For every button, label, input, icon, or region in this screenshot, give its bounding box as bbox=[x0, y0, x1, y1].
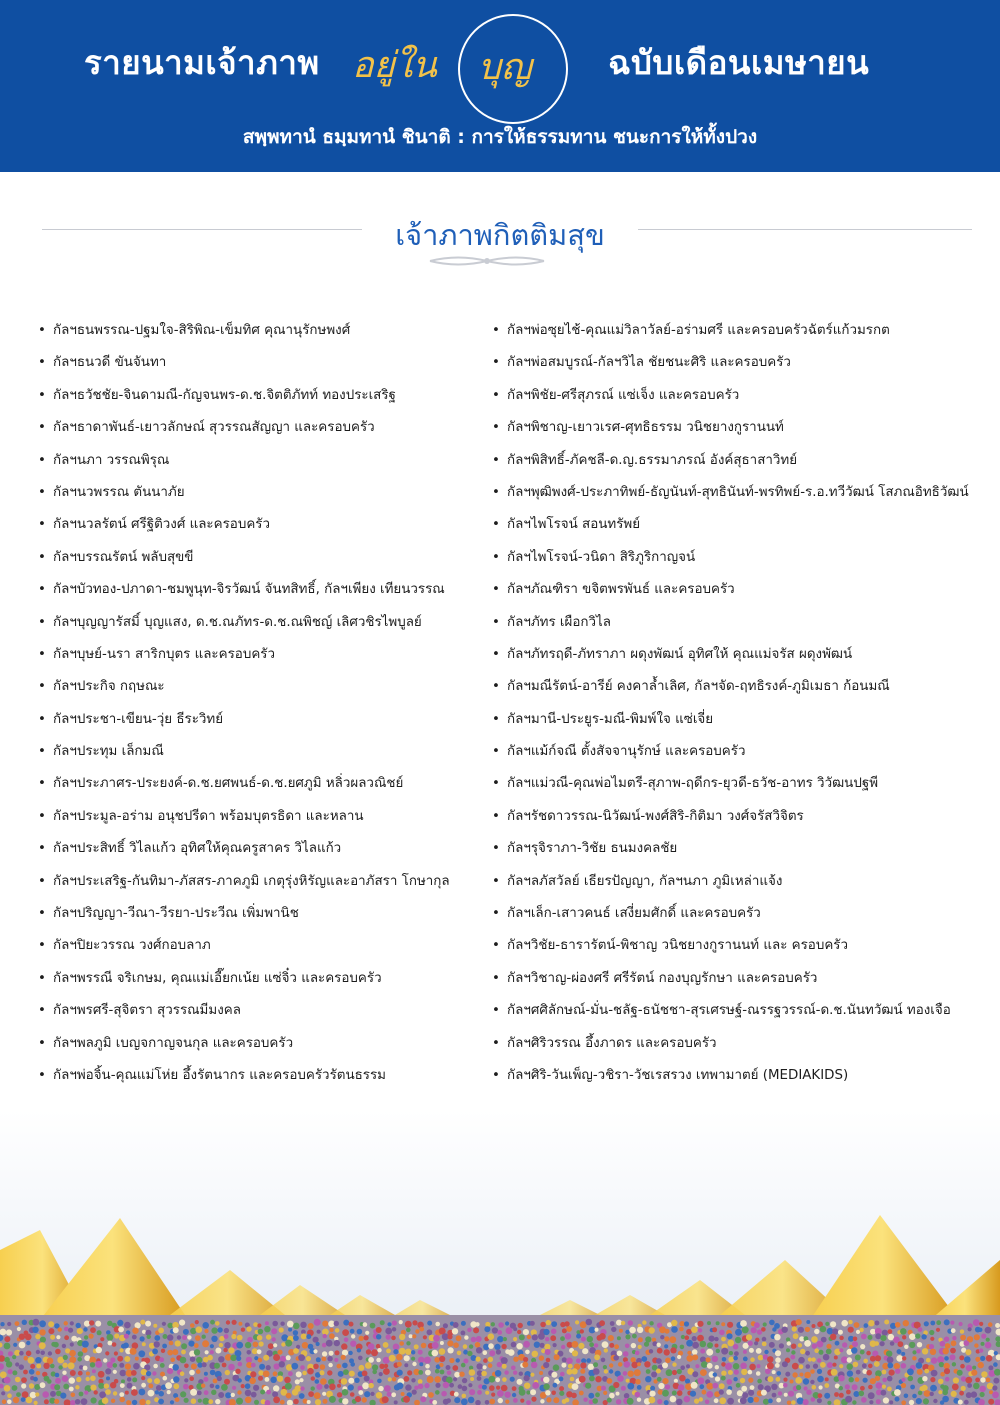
donor-item: • กัลฯพรรณี จริเกษม, คุณแม่เอี๊ยกเน้ย แซ่จิ๋ว และครอบครัว bbox=[38, 966, 484, 998]
donor-item: • กัลฯประทุม เล็กมณี bbox=[38, 739, 484, 771]
donor-item: • กัลฯบรรณรัตน์ พลับสุขขี bbox=[38, 545, 484, 577]
donor-item: • กัลฯบุญญารัสมิ์ บุญแสง, ด.ช.ณภัทร-ด.ช.ณพิชญ์ เลิศวชิรไพบูลย์ bbox=[38, 610, 484, 642]
donor-item: • กัลฯประสิทธิ์ วิไลแก้ว อุทิศให้คุณครูสาคร วิไลแก้ว bbox=[38, 836, 484, 868]
donor-item: • กัลฯภัณฑิรา ขจิตพรพันธ์ และครอบครัว bbox=[492, 577, 982, 609]
donor-item: • กัลฯแม่วณี-คุณพ่อไมตรี-สุภาพ-ฤดีกร-ยุวดี-ธวัช-อาทร วิวัฒนปฐพี bbox=[492, 771, 982, 803]
donor-item: • กัลฯแม้ก์จณี ตั้งสัจจานุรักษ์ และครอบครัว bbox=[492, 739, 982, 771]
donor-item: • กัลฯพ่อสมบูรณ์-กัลฯวิไล ชัยชนะศิริ และครอบครัว bbox=[492, 350, 982, 382]
donor-item: • กัลฯพลภูมิ เบญจกาญจนกุล และครอบครัว bbox=[38, 1031, 484, 1063]
donor-item: • กัลฯนภา วรรณพิรุณ bbox=[38, 448, 484, 480]
donor-item: • กัลฯพิชาญ-เยาวเรศ-ศุทธิธรรม วนิชยางกูรานนท์ bbox=[492, 415, 982, 447]
donor-list-left bbox=[38, 318, 484, 1095]
donor-item: • กัลฯพุฒิพงศ์-ประภาทิพย์-ธัญนันท์-สุทธินันท์-พรทิพย์-ร.อ.ทวีวัฒน์ โสภณอิทธิวัฒน์ bbox=[492, 480, 982, 512]
header-title-right: ฉบับเดือนเมษายน bbox=[608, 43, 870, 82]
donor-list-right bbox=[492, 318, 982, 1095]
donor-item: • กัลฯนวลรัตน์ ศรีฐิติวงศ์ และครอบครัว bbox=[38, 512, 484, 544]
section-title: เจ้าภาพกิตติมสุข bbox=[395, 218, 605, 252]
donor-item: • กัลฯบัวทอง-ปภาดา-ชมพูนุท-จิรวัฒน์ จันทสิทธิ์, กัลฯเพียง เทียนวรรณ bbox=[38, 577, 484, 609]
logo-text-2: บุญ bbox=[478, 47, 532, 88]
donor-item: • กัลฯปริญญา-วีณา-วีรยา-ประวีณ เพิ่มพานิช bbox=[38, 901, 484, 933]
donor-item: • กัลฯไพโรจน์-วนิดา สิริภูริกาญจน์ bbox=[492, 545, 982, 577]
donor-item: • กัลฯประชา-เขียน-วุ่ย ธีระวิทย์ bbox=[38, 707, 484, 739]
donor-item: • กัลฯพิสิทธิ์-ภัคชลี-ด.ญ.ธรรมาภรณ์ อังค์สุธาสาวิทย์ bbox=[492, 448, 982, 480]
donor-item: • กัลฯเล็ก-เสาวคนธ์ เสงี่ยมศักดิ์ และครอบครัว bbox=[492, 901, 982, 933]
donor-item: • กัลฯธนวดี ขันจันทา bbox=[38, 350, 484, 382]
donor-item: • กัลฯบุษย์-นรา สาริกบุตร และครอบครัว bbox=[38, 642, 484, 674]
donor-item: • กัลฯภัทรฤดี-ภัทราภา ผดุงพัฒน์ อุทิศให้ คุณแม่จรัส ผดุงพัฒน์ bbox=[492, 642, 982, 674]
donor-item: • กัลฯธาดาพันธ์-เยาวลักษณ์ สุวรรณสัญญา และครอบครัว bbox=[38, 415, 484, 447]
donor-item: • กัลฯประเสริฐ-กันทิมา-ภัสสร-ภาคภูมิ เกตุรุ่งหิรัญและอาภัสรา โกษากุล bbox=[38, 869, 484, 901]
donor-item: • กัลฯนวพรรณ ตันนาภัย bbox=[38, 480, 484, 512]
header-motto: สพฺพทานํ ธมฺมทานํ ชินาติ : การให้ธรรมทาน ชนะการให้ทั้งปวง bbox=[242, 126, 758, 148]
donor-item: • กัลฯพรศรี-สุจิตรา สุวรรณมีมงคล bbox=[38, 998, 484, 1030]
donor-item: • กัลฯรัชดาวรรณ-นิวัฒน์-พงศ์สิริ-กิติมา วงศ์จรัสวิจิตร bbox=[492, 804, 982, 836]
donor-item: • กัลฯมณีรัตน์-อารีย์ คงคาล้ำเลิศ, กัลฯจัด-ฤทธิรงค์-ภูมิเมธา ก้อนมณี bbox=[492, 674, 982, 706]
donor-item: • กัลฯประมูล-อร่าม อนุชปรีดา พร้อมบุตรธิดา และหลาน bbox=[38, 804, 484, 836]
header-banner bbox=[0, 0, 1000, 172]
header-title-left: รายนามเจ้าภาพ bbox=[84, 43, 320, 82]
donor-item: • กัลฯลภัสวัลย์ เธียรปัญญา, กัลฯนภา ภูมิเหล่าแจ้ง bbox=[492, 869, 982, 901]
donor-item: • กัลฯพิชัย-ศรีสุภรณ์ แซ่เจ็ง และครอบครัว bbox=[492, 383, 982, 415]
section-divider-right bbox=[638, 229, 972, 230]
donor-item: • กัลฯธนพรรณ-ปฐมใจ-สิริพิณ-เข็มทิศ คุณานุรักษพงศ์ bbox=[38, 318, 484, 350]
donor-item: • กัลฯประภาศร-ประยงค์-ด.ช.ยศพนธ์-ด.ช.ยศภูมิ หลิ่วผลวณิชย์ bbox=[38, 771, 484, 803]
donor-item: • กัลฯวิชัย-ธารารัตน์-พิชาญ วนิชยางกูรานนท์ และ ครอบครัว bbox=[492, 933, 982, 965]
pagoda-crowd-background bbox=[0, 1110, 1000, 1405]
logo-text-1: อยู่ใน bbox=[352, 45, 437, 86]
donor-item: • กัลฯวิชาญ-ผ่องศรี ศรีรัตน์ กองบุญรักษา และครอบครัว bbox=[492, 966, 982, 998]
donor-item: • กัลฯศิริ-วันเพ็ญ-วชิรา-วัชเรสรวง เทพามาตย์ (MEDIAKIDS) bbox=[492, 1063, 982, 1095]
donor-item: • กัลฯมานี-ประยูร-มณี-พิมพ์ใจ แซ่เจี่ย bbox=[492, 707, 982, 739]
donor-item: • กัลฯประกิจ กฤษณะ bbox=[38, 674, 484, 706]
donor-item: • กัลฯพ่อซุยไช้-คุณแม่วิลาวัลย์-อร่ามศรี และครอบครัวฉัตร์แก้วมรกต bbox=[492, 318, 982, 350]
donor-item: • กัลฯปิยะวรรณ วงศ์กอบลาภ bbox=[38, 933, 484, 965]
donor-item: • กัลฯศิริวรรณ อึ้งภาดร และครอบครัว bbox=[492, 1031, 982, 1063]
donor-item: • กัลฯธวัชชัย-จินดามณี-กัญจนพร-ด.ช.จิตติภัทท์ ทองประเสริฐ bbox=[38, 383, 484, 415]
ornament-icon bbox=[428, 254, 546, 268]
donor-item: • กัลฯพ่อจิ้น-คุณแม่โห่ย อึ้งรัตนากร และครอบครัวรัตนธรรม bbox=[38, 1063, 484, 1095]
donor-item: • กัลฯภัทร เผือกวิไล bbox=[492, 610, 982, 642]
donor-item: • กัลฯศศิลักษณ์-มั่น-ชลัฐ-ธนัชชา-สุรเศรษฐ์-ณรรฐวรรณ์-ด.ช.นันทวัฒน์ ทองเจือ bbox=[492, 998, 982, 1030]
donor-item: • กัลฯรุจิราภา-วิชัย ธนมงคลชัย bbox=[492, 836, 982, 868]
donor-item: • กัลฯไพโรจน์ สอนทรัพย์ bbox=[492, 512, 982, 544]
